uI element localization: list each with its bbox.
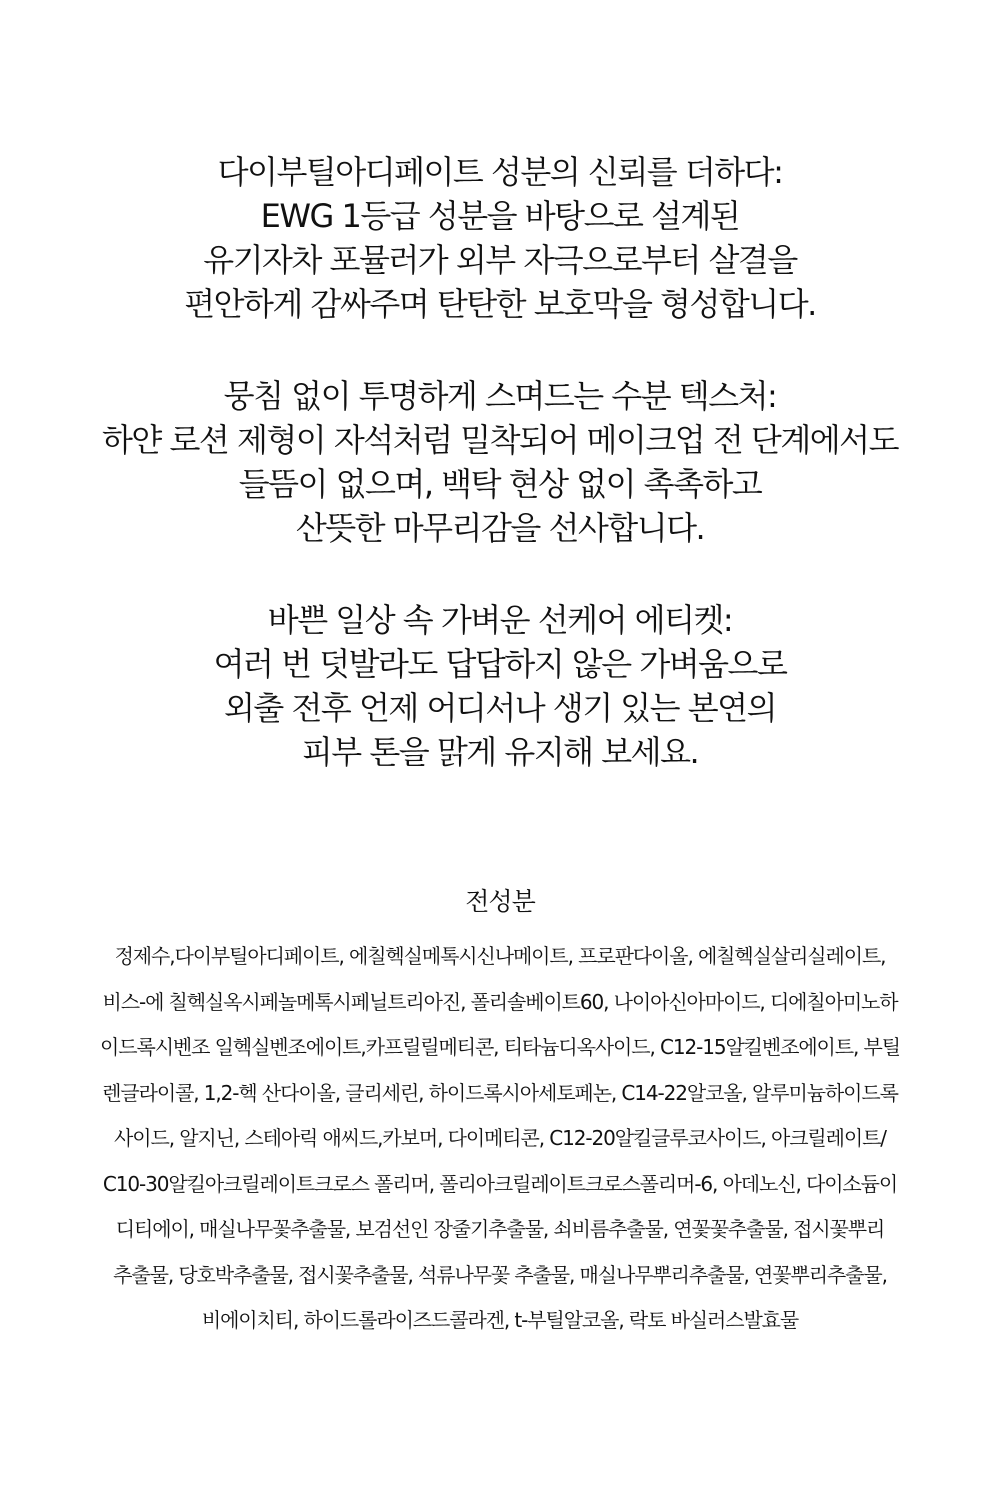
- ingredients-line: 비에이치티, 하이드롤라이즈드콜라겐, t-부틸알코올, 락토 바실러스발효물: [201, 1308, 799, 1332]
- ingredients-line: 사이드, 알지닌, 스테아릭 애씨드,카보머, 다이메티콘, C12-20알킬글루코사이드, 아크릴레이트/: [114, 1126, 886, 1150]
- ingredients-line: 디티에이, 매실나무꽃추출물, 보검선인 장줄기추출물, 쇠비름추출물, 연꽃꽃추출물, 접시꽃뿌리: [115, 1217, 885, 1241]
- ingredients-line: 렌글라이콜, 1,2-헥 산다이올, 글리세린, 하이드록시아세토페논, C14-22알코올, 알루미늄하이드록: [102, 1080, 898, 1105]
- description-line: 유기자차 포뮬러가 외부 자극으로부터 살결을: [203, 241, 797, 279]
- ingredients-line: 이드록시벤조 일헥실벤조에이트,카프릴릴메티콘, 티타늄디옥사이드, C12-15알킬벤조에이트, 부틸: [100, 1035, 900, 1059]
- description-line: EWG 1등급 성분을 바탕으로 설계된: [260, 197, 740, 235]
- description-line: 하얀 로션 제형이 자석처럼 밀착되어 메이크업 전 단계에서도: [101, 421, 898, 459]
- description-paragraph-3: [0, 598, 1000, 774]
- description-line: 편안하게 감싸주며 탄탄한 보호막을 형성합니다.: [184, 285, 816, 323]
- description-paragraph-2: [0, 374, 1000, 550]
- description-paragraph-1: [0, 150, 1000, 326]
- description-line: 다이부틸아디페이트 성분의 신뢰를 더하다:: [217, 153, 783, 191]
- description-line: 여러 번 덧발라도 답답하지 않은 가벼움으로: [213, 645, 787, 683]
- product-description: [0, 150, 1000, 774]
- ingredients-title: 전성분: [465, 887, 535, 916]
- ingredients-line: 추출물, 당호박추출물, 접시꽃추출물, 석류나무꽃 추출물, 매실나무뿌리추출물, 연꽃뿌리추출물,: [113, 1262, 887, 1287]
- description-line: 바쁜 일상 속 가벼운 선케어 에티켓:: [267, 601, 733, 639]
- description-line: 들뜸이 없으며, 백탁 현상 없이 촉촉하고: [238, 465, 762, 503]
- description-line: 피부 톤을 맑게 유지해 보세요.: [301, 733, 699, 771]
- ingredients-line: 정제수,다이부틸아디페이트, 에칠헥실메톡시신나메이트, 프로판다이올, 에칠헥실살리실레이트,: [114, 944, 886, 968]
- description-line: 외출 전후 언제 어디서나 생기 있는 본연의: [223, 689, 777, 727]
- ingredients-line: 비스-에 칠헥실옥시페놀메톡시페닐트리아진, 폴리솔베이트60, 나이아신아마이드, 디에칠아미노하: [102, 989, 898, 1014]
- ingredients-section: [0, 882, 1000, 1344]
- ingredients-list: [0, 934, 1000, 1344]
- ingredients-line: C10-30알킬아크릴레이트크로스 폴리머, 폴리아크릴레이트크로스폴리머-6, 아데노신, 다이소듐이: [102, 1171, 898, 1196]
- description-line: 뭉침 없이 투명하게 스며드는 수분 텍스처:: [223, 377, 777, 415]
- description-line: 산뜻한 마무리감을 선사합니다.: [295, 509, 705, 547]
